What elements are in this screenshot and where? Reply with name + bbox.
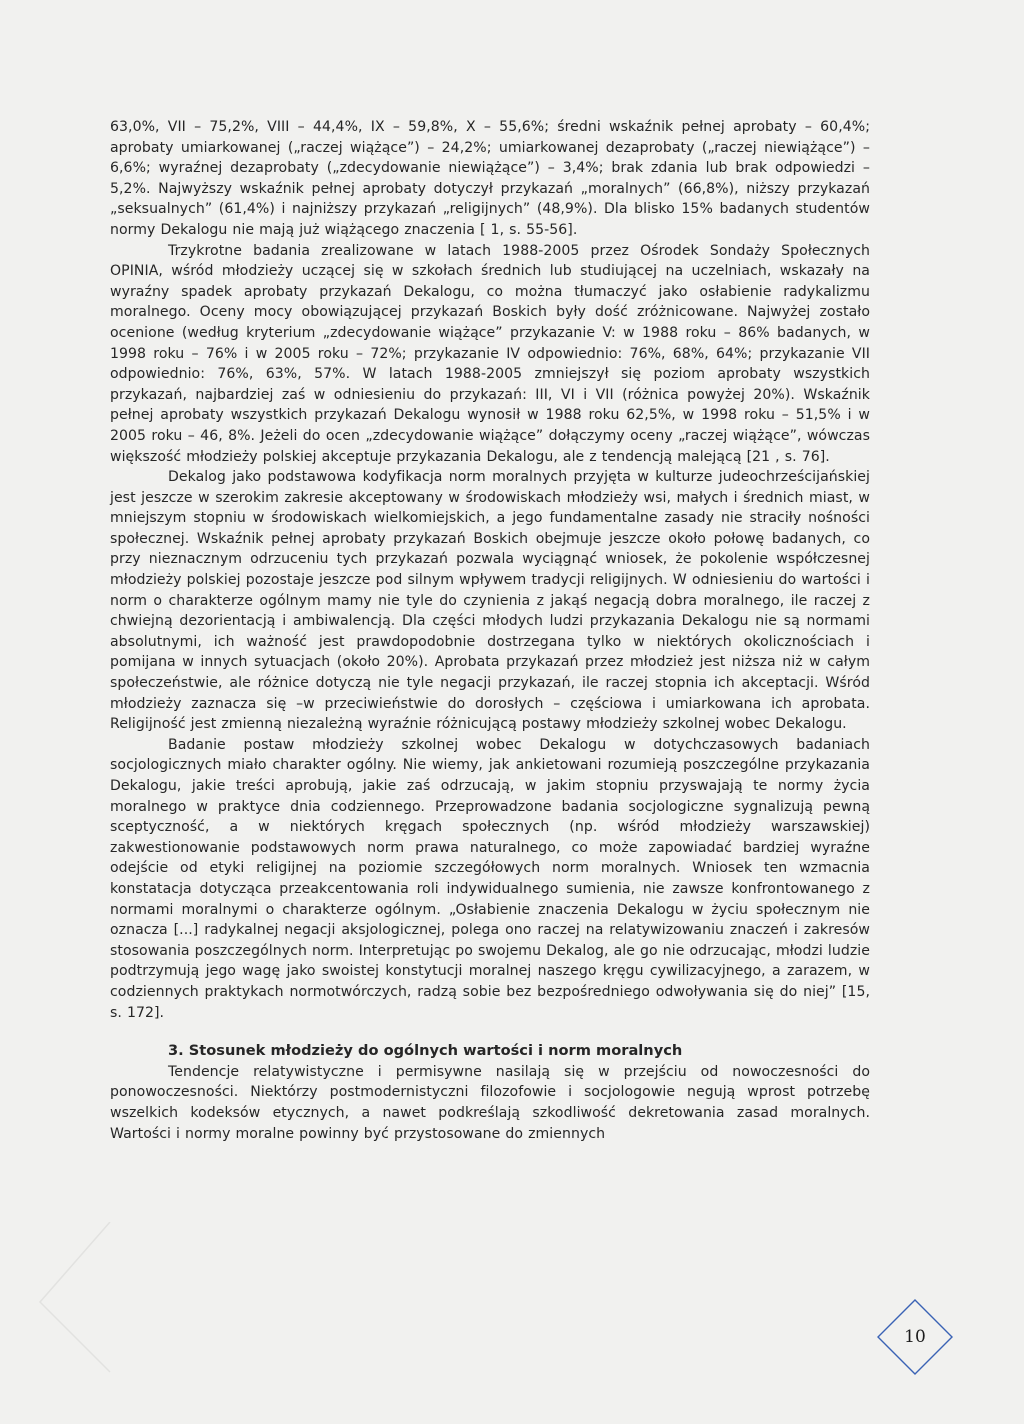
section-paragraph: Tendencje relatywistyczne i permisywne nasilają się w przejściu od nowoczesności do ponowoczesności. Niektórzy postmodernistyczni filozofowie i socjologowie negują wprost potrzebę wszelkich kodeksów etycznych, a nawet podkreślają szkodliwość dekretowania zasad moralnych. Wartości i normy moralne powinny być przystosowane do zmiennych — [110, 1063, 870, 1142]
section-heading: 3. Stosunek młodzieży do ogólnych wartości i norm moralnych — [168, 1042, 683, 1060]
paragraph-4: Badanie postaw młodzieży szkolnej wobec Dekalogu w dotychczasowych badaniach socjologicznych miało charakter ogólny. Nie wiemy, jak ankietowani rozumieją poszczególne przykazania Dekalogu, jakie treści aprobują, jakie zaś odrzucają, w jakim stopniu przyswajają te normy życia moralnego w praktyce dnia codziennego. Przeprowadzone badania socjologiczne sygnalizują pewną sceptyczność, a w niektórych kręgach społecznych (np. wśród młodzieży warszawskiej) zakwestionowanie podstawowych norm prawa naturalnego, co może zapowiadać bardziej wyraźne odejście od etyki religijnej na poziomie szczegółowych norm moralnych. Wniosek ten wzmacnia konstatacja dotycząca przeakcentowania roli indywidualnego sumienia, nie zawsze konfrontowanego z normami moralnymi o charakterze ogólnym. „Osłabienie znaczenia Dekalogu w życiu społecznym nie oznacza [...] radykalnej negacji aksjologicznej, polega ono raczej na relatywizowaniu znaczeń i zakresów stosowania poszczególnych norm. Interpretując po swojemu Dekalog, ale go nie odrzucając, młodzi ludzie podtrzymują jego wagę jako swoistej konstytucji moralnej naszego kręgu cywilizacyjnego, a zarazem, w codziennych praktykach normotwórczych, radzą sobie bez bezpośredniego odwoływania się do niej” [15, s. 172]. — [110, 736, 870, 1021]
paragraph-1: 63,0%, VII – 75,2%, VIII – 44,4%, IX – 59,8%, X – 55,6%; średni wskaźnik pełnej aprobaty – 60,4%; aprobaty umiarkowanej („raczej wiążące”) – 24,2%; umiarkowanej dezaprobaty („raczej niewiążące”) – 6,6%; wyraźnej dezaprobaty („zdecydowanie niewiążące”) – 3,4%; brak zdania lub brak odpowiedzi – 5,2%. Najwyższy wskaźnik pełnej aprobaty dotyczył przykazań „moralnych” (66,8%), niższy przykazań „seksualnych” (61,4%) i najniższy przykazań „religijnych” (48,9%). Dla blisko 15% badanych studentów normy Dekalogu nie mają już wiążącego znaczenia [ 1, s. 55-56]. — [110, 119, 870, 238]
document-page — [110, 117, 870, 1144]
paragraph-2: Trzykrotne badania zrealizowane w latach 1988-2005 przez Ośrodek Sondaży Społecznych OPINIA, wśród młodzieży uczącej się w szkołach średnich lub studiującej na uczelniach, wskazały na wyraźny spadek aprobaty przykazań Dekalogu, co można tłumaczyć jako osłabienie radykalizmu moralnego. Oceny mocy obowiązującej przykazań Boskich były dość zróżnicowane. Najwyżej zostało ocenione (według kryterium „zdecydowanie wiążące” przykazanie V: w 1988 roku – 86% badanych, w 1998 roku – 76% i w 2005 roku – 72%; przykazanie IV odpowiednio: 76%, 68%, 64%; przykazanie VII odpowiednio: 76%, 63%, 57%. W latach 1988-2005 zmniejszył się poziom aprobaty wszystkich przykazań, najbardziej zaś w odniesieniu do przykazań: III, VI i VII (różnica powyżej 20%). Wskaźnik pełnej aprobaty wszystkich przykazań Dekalogu wynosił w 1988 roku 62,5%, w 1998 roku – 51,5% i w 2005 roku – 46, 8%. Jeżeli do ocen „zdecydowanie wiążące” dołączymy oceny „raczej wiążące”, wówczas większość młodzieży polskiej akceptuje przykazania Dekalogu, ale z tendencją malejącą [21 , s. 76]. — [110, 242, 870, 465]
paragraph-3: Dekalog jako podstawowa kodyfikacja norm moralnych przyjęta w kulturze judeochrześcijańskiej jest jeszcze w szerokim zakresie akceptowany w środowiskach młodzieży wsi, małych i średnich miast, w mniejszym stopniu w środowiskach wielkomiejskich, a jego fundamentalne zasady nie straciły nośności społecznej. Wskaźnik pełnej aprobaty przykazań Boskich obejmuje jeszcze około połowę badanych, co przy nieznacznym odrzuceniu tych przykazań pozwala wyciągnąć wniosek, że pokolenie współczesnej młodzieży polskiej pozostaje jeszcze pod silnym wpływem tradycji religijnych. W odniesieniu do wartości i norm o charakterze ogólnym mamy nie tyle do czynienia z jakąś negacją dobra moralnego, ile raczej z chwiejną dezorientacją i ambiwalencją. Dla części młodych ludzi przykazania Dekalogu nie są normami absolutnymi, ich ważność jest prawdopodobnie dostrzegana tylko w niektórych okolicznościach i pomijana w innych sytuacjach (około 20%). Aprobata przykazań przez młodzież jest niższa niż w całym społeczeństwie, ale różnice dotyczą nie tyle negacji przykazań, ile raczej stopnia ich akceptacji. Wśród młodzieży zaznacza się –w przeciwieństwie do dorosłych – częściowa i umiarkowana ich aprobata. Religijność jest zmienną niezależną wyraźnie różnicującą postawy młodzieży szkolnej wobec Dekalogu. — [110, 469, 870, 733]
page-number-badge — [876, 1298, 954, 1376]
bleed-through-diamond-icon — [30, 1222, 120, 1382]
page-number: 10 — [904, 1327, 926, 1347]
